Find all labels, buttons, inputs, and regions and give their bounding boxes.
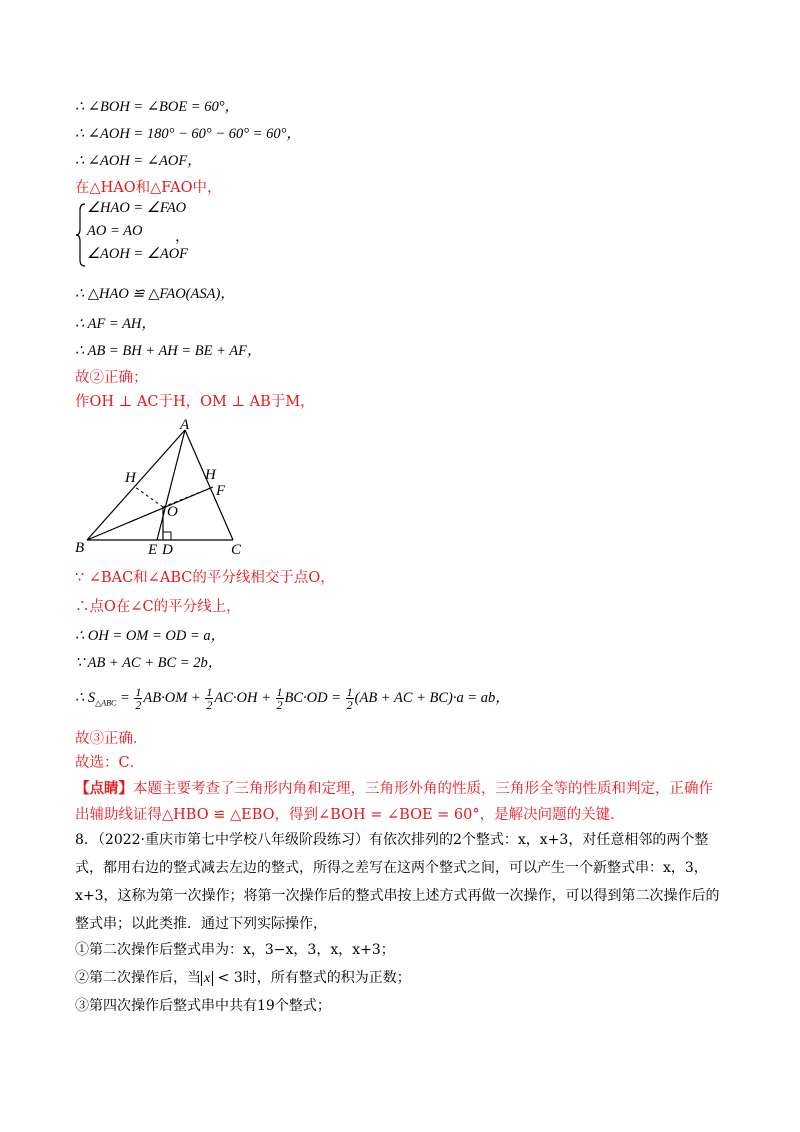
label-d: D (162, 542, 173, 558)
question-8-line-1: 8．（2022·重庆市第七中学校八年级阶段练习）有依次排列的2个整式：x，x+3，对任意相邻的两个整 (75, 832, 709, 848)
congruence-conditions (75, 200, 275, 270)
label-b: B (75, 540, 85, 556)
proof-line-5: ∴ △HAO ≌ △FAO(ASA)， (75, 286, 235, 302)
key-point-note (75, 776, 725, 828)
area-subscript: △ABC (95, 698, 117, 708)
area-term-1: AB·OM + (143, 689, 205, 706)
fraction-half-4: $\frac{1}{2}$ (346, 685, 353, 712)
proof-line-8: 故②正确； (75, 370, 148, 386)
option-2-prefix: ②第二次操作后，当 (75, 970, 201, 986)
question-8-line-2: 式，都用右边的整式减去左边的整式，所得之差写在这两个整式之间，可以产生一个新整式串：x，3， (75, 860, 708, 876)
area-symbol: ∴ S (75, 689, 96, 706)
left-brace-icon (75, 202, 87, 268)
condition-side-ao: AO = AO (87, 223, 143, 239)
area-eq: = (116, 689, 134, 706)
label-a: A (180, 417, 190, 433)
area-term-4: (AB + AC + BC)·a = ab， (354, 689, 510, 706)
area-formula-line (75, 686, 510, 715)
side-ab (87, 430, 185, 540)
proof-line-6: ∴ AF = AH， (75, 316, 156, 332)
option-2 (75, 967, 411, 990)
area-term-3: BC·OD = (284, 689, 345, 706)
proof-line-3: ∴ ∠AOH = ∠AOF， (75, 153, 202, 169)
key-point-label: 【点睛】 (75, 780, 133, 797)
proof-line-15: 故③正确． (75, 731, 148, 747)
option-2-suffix: < 3时，所有整式的积为正数； (213, 970, 411, 986)
condition-angle-aoh: ∠AOH = ∠AOF (87, 246, 189, 262)
label-c: C (231, 542, 242, 558)
triangle-figure (75, 415, 275, 565)
proof-line-12: ∴ OH = OM = OD = a， (75, 628, 226, 644)
proof-line-2: ∴ ∠AOH = 180° − 60° − 60° = 60°， (75, 126, 301, 142)
dashed-oh-left (135, 487, 163, 507)
right-angle-mark (163, 532, 171, 540)
question-8-line-4: 整式串；以此类推．通过下列实际操作， (75, 916, 327, 932)
fraction-half-3: $\frac{1}{2}$ (276, 685, 283, 712)
key-point-text: 本题主要考查了三角形内角和定理，三角形外角的性质，三角形全等的性质和判定，正确作出辅助线证得△HBO ≌ △EBO，得到∠BOH = ∠BOE = 60°，是解决问题的关键． (75, 781, 713, 823)
proof-line-10: ∵ ∠BAC和∠ABC的平分线相交于点O， (75, 570, 335, 586)
brace-comma: ， (175, 229, 190, 245)
question-8-line-3: x+3，这称为第一次操作；将第一次操作后的整式串按上述方式再做一次操作，可以得到第二次操作后的 (75, 888, 720, 904)
bisector-bf (87, 487, 213, 540)
proof-line-9: 作OH ⊥ AC于H，OM ⊥ AB于M， (75, 394, 315, 410)
proof-line-11: ∴点O在∠C的平分线上， (75, 599, 241, 615)
fraction-half-2: $\frac{1}{2}$ (206, 685, 213, 712)
fraction-half-1: $\frac{1}{2}$ (135, 685, 142, 712)
side-ac (185, 430, 233, 540)
option-3: ③第四次操作后整式串中共有19个整式； (75, 998, 331, 1014)
label-h-left: H (125, 470, 136, 486)
label-h-right: H (205, 467, 216, 483)
condition-angle-hao: ∠HAO = ∠FAO (87, 200, 187, 216)
label-f: F (216, 483, 226, 499)
area-term-2: AC·OH + (214, 689, 275, 706)
proof-line-16: 故选：C． (75, 755, 145, 771)
proof-line-1: ∴ ∠BOH = ∠BOE = 60°， (75, 99, 240, 115)
absolute-x: x (201, 971, 213, 986)
proof-line-7: ∴ AB = BH + AH = BE + AF， (75, 343, 262, 359)
option-1: ①第二次操作后整式串为：x，3−x，3，x，x+3； (75, 942, 395, 958)
label-e: E (148, 542, 158, 558)
proof-line-13: ∵ AB + AC + BC = 2b， (75, 655, 223, 671)
proof-line-4: 在△HAO和△FAO中， (75, 180, 222, 196)
label-o: O (167, 504, 178, 520)
